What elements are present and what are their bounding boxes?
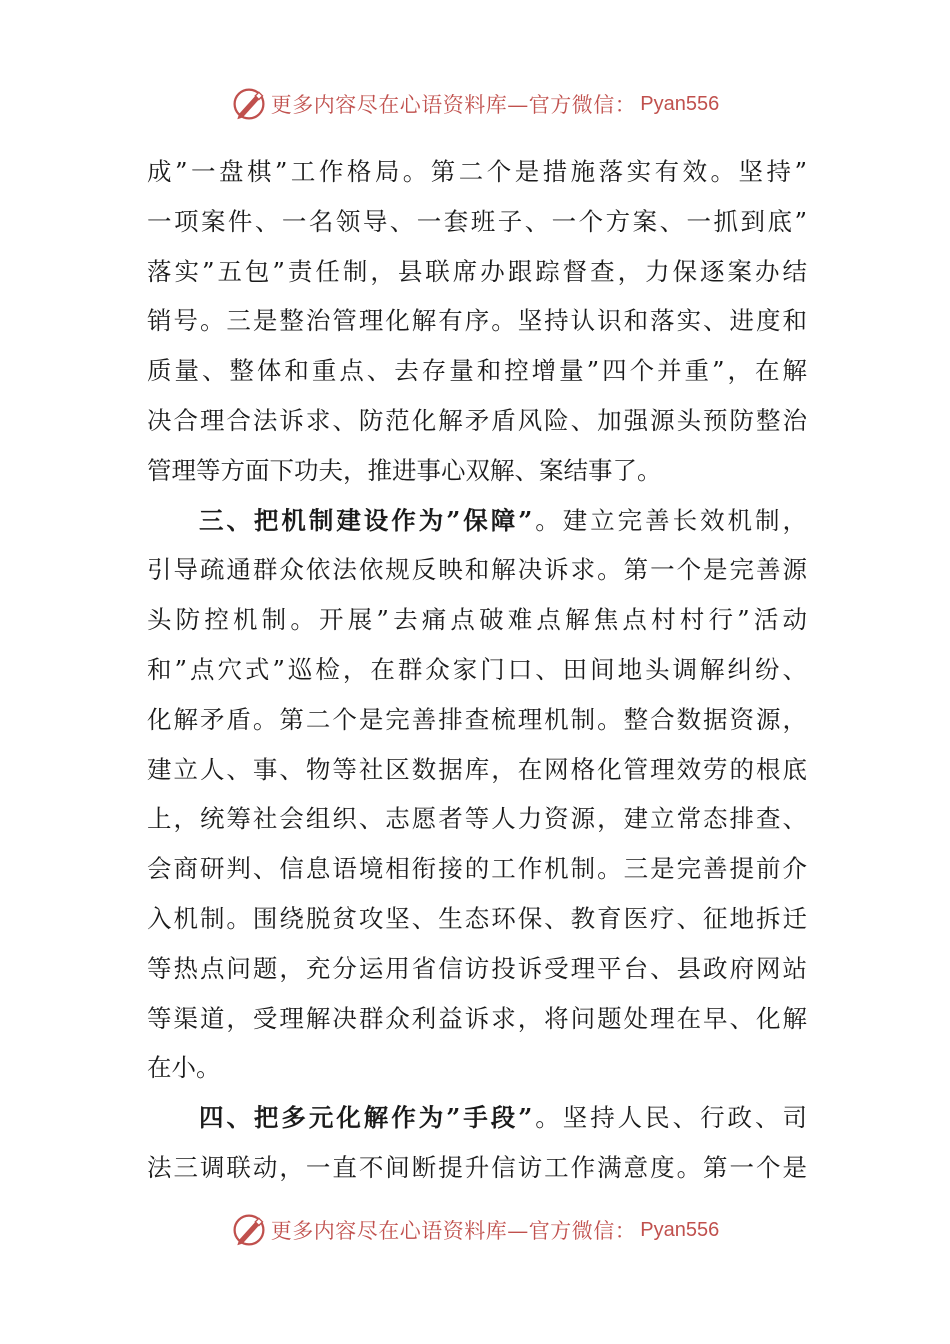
text-line: 在小。	[147, 1053, 221, 1083]
pen-logo-icon	[231, 86, 267, 122]
section-heading-line	[147, 1093, 807, 1143]
text-line: 等渠道，受理解决群众利益诉求，将问题处理在早、化解	[147, 1003, 807, 1033]
watermark-footer	[0, 1210, 950, 1250]
text-line: 销号。三是整治管理化解有序。坚持认识和落实、进度和	[147, 306, 807, 336]
watermark-main-text: 更多内容尽在心语资料库—官方微信：	[270, 1219, 637, 1243]
document-body	[147, 147, 807, 1193]
heading-line-rest: 。建立完善长效机制，	[532, 505, 807, 535]
text-line: 头防控机制。开展”去痛点破难点解焦点村村行”活动	[147, 605, 807, 635]
text-line: 决合理合法诉求、防范化解矛盾风险、加强源头预防整治	[147, 405, 807, 435]
text-line: 引导疏通群众依法依规反映和解决诉求。第一个是完善源	[147, 555, 807, 585]
text-line: 化解矛盾。第二个是完善排查梳理机制。整合数据资源，	[147, 704, 807, 734]
pen-logo-icon	[231, 1212, 267, 1248]
text-line: 成”一盘棋”工作格局。第二个是措施落实有效。坚持”	[147, 157, 807, 186]
paragraph-section-four	[147, 1093, 807, 1193]
text-line: 管理等方面下功夫，推进事心双解、案结事了。	[147, 455, 662, 485]
watermark-id-text: Pyan556	[640, 92, 720, 115]
section-heading: 三、把机制建设作为”保障”	[199, 505, 533, 535]
text-line: 入机制。围绕脱贫攻坚、生态环保、教育医疗、征地拆迁	[147, 903, 807, 933]
text-line: 法三调联动，一直不间断提升信访工作满意度。第一个是	[147, 1152, 807, 1182]
text-line: 上，统筹社会组织、志愿者等人力资源，建立常态排查、	[147, 804, 807, 834]
text-line: 一项案件、一名领导、一套班子、一个方案、一抓到底”	[147, 206, 807, 236]
text-line: 等热点问题，充分运用省信访投诉受理平台、县政府网站	[147, 953, 807, 983]
watermark-id-text: Pyan556	[640, 1218, 720, 1241]
text-line: 和”点穴式”巡检，在群众家门口、田间地头调解纠纷、	[147, 654, 807, 684]
text-line: 质量、整体和重点、去存量和控增量”四个并重”，在解	[147, 356, 807, 386]
heading-line-rest: 。坚持人民、行政、司	[532, 1103, 807, 1133]
text-line: 落实”五包”责任制，县联席办跟踪督查，力保逐案办结	[147, 256, 807, 286]
watermark-main-text: 更多内容尽在心语资料库—官方微信：	[270, 93, 637, 117]
text-line: 会商研判、信息语境相衔接的工作机制。三是完善提前介	[147, 854, 807, 884]
paragraph-section-three	[147, 496, 807, 1094]
watermark-header	[0, 84, 950, 124]
text-line: 建立人、事、物等社区数据库，在网格化管理效劳的根底	[147, 754, 807, 784]
section-heading-line	[147, 496, 807, 546]
section-heading: 四、把多元化解作为”手段”	[199, 1103, 533, 1133]
paragraph-continuation	[147, 147, 807, 496]
